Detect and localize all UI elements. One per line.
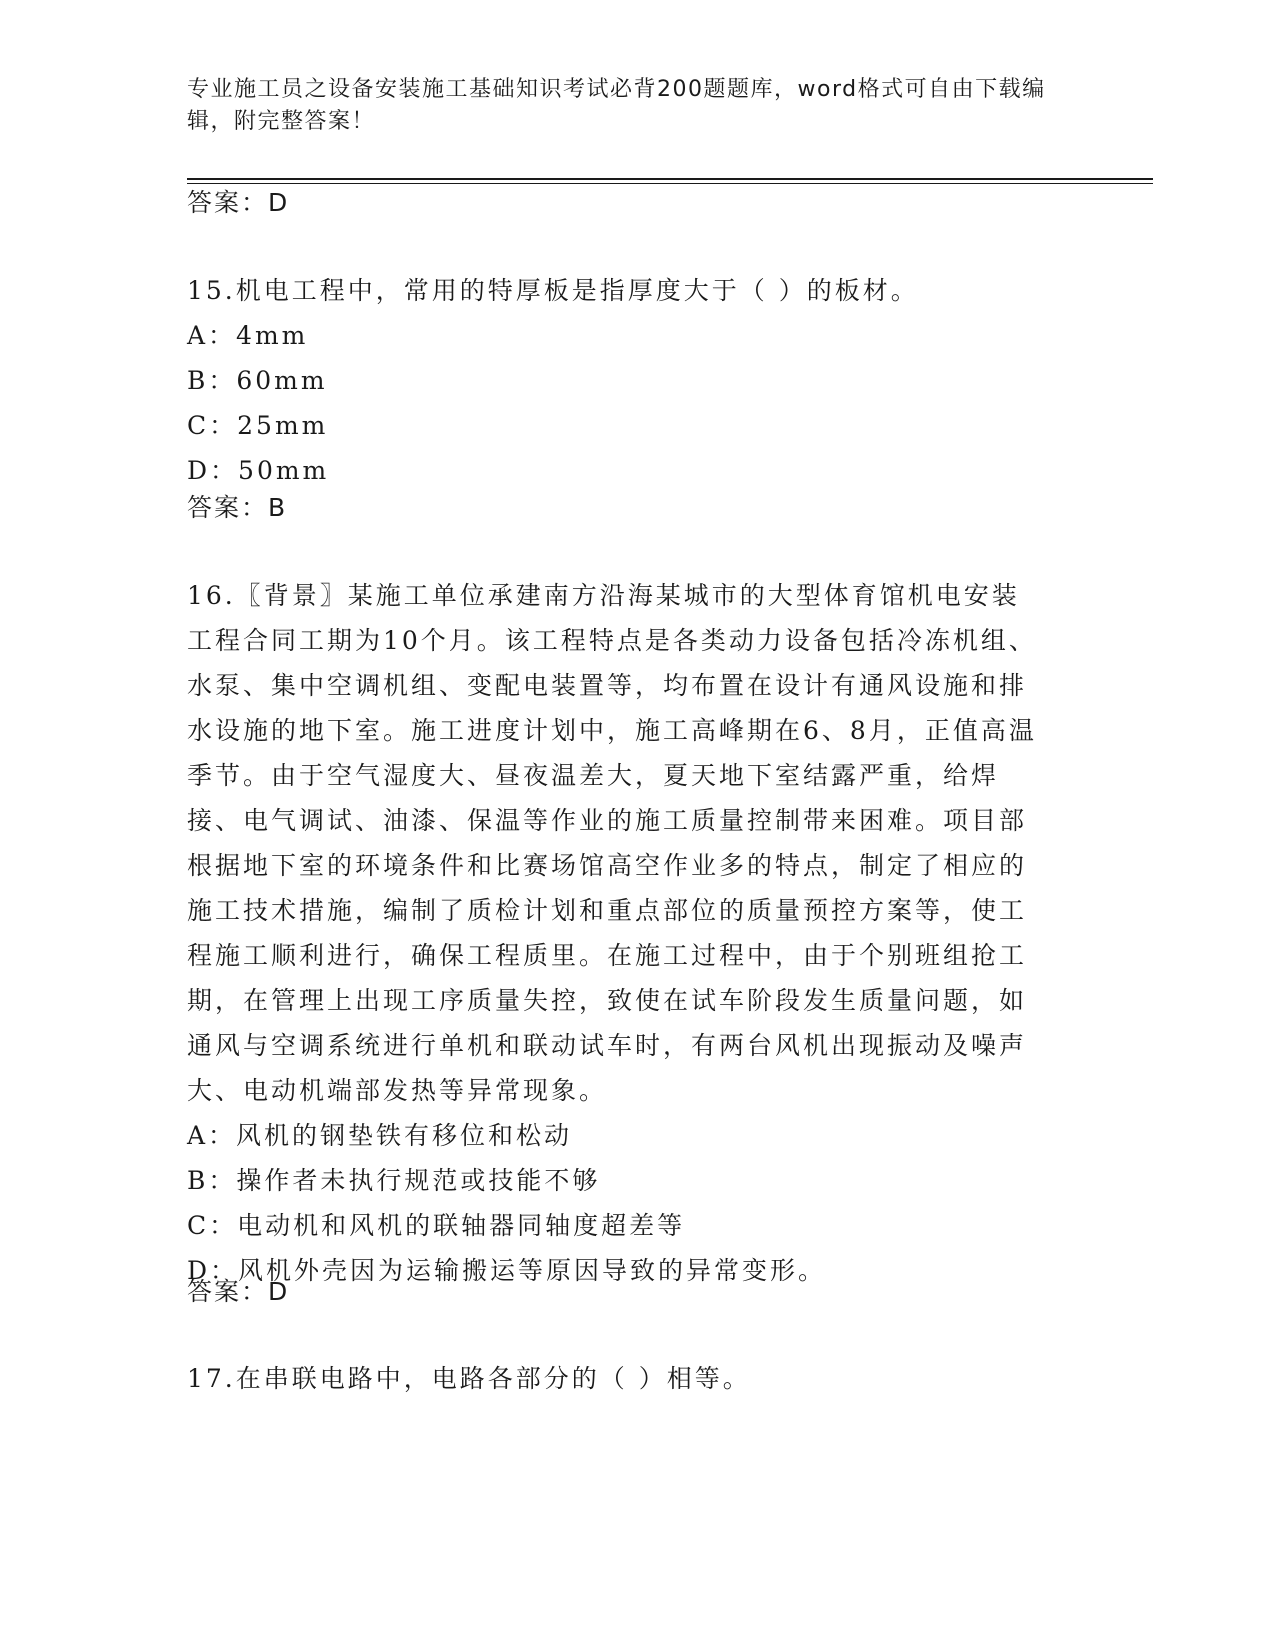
answer-line: 答案：D bbox=[187, 188, 290, 217]
answer-line: 答案：B bbox=[187, 493, 288, 522]
question-stem: 15.机电工程中，常用的特厚板是指厚度大于（ ）的板材。 bbox=[187, 276, 919, 305]
option-c: C：电动机和风机的联轴器同轴度超差等 bbox=[187, 1211, 686, 1240]
answer-line: 答案：D bbox=[187, 1277, 290, 1306]
question-stem: 17.在串联电路中，电路各部分的（ ）相等。 bbox=[187, 1364, 751, 1393]
answer-15 bbox=[187, 485, 1067, 530]
question-15 bbox=[187, 268, 1067, 493]
option-d: D：风机外壳因为运输搬运等原因导致的异常变形。 bbox=[187, 1256, 827, 1285]
option-c: C：25mm bbox=[187, 411, 329, 440]
option-a: A：风机的钢垫铁有移位和松动 bbox=[187, 1121, 573, 1150]
option-a: A：4mm bbox=[187, 321, 309, 350]
answer-16 bbox=[187, 1269, 1067, 1314]
question-17 bbox=[187, 1356, 1067, 1401]
question-16 bbox=[187, 573, 1047, 1293]
option-d: D：50mm bbox=[187, 456, 330, 485]
question-stem: 16.〖背景〗某施工单位承建南方沿海某城市的大型体育馆机电安装工程合同工期为10个月。该工程特点是各类动力设备包括冷冻机组、水泵、集中空调机组、变配电装置等，均布置在设计有通风设施和排水设施的地下室。施工进度计划中，施工高峰期在6、8月，正值高温季节。由于空气湿度大、昼夜温差大，夏天地下室结露严重，给焊接、电气调试、油漆、保温等作业的施工质量控制带来困难。项目部根据地下室的环境条件和比赛场馆高空作业多的特点，制定了相应的施工技术措施，编制了质检计划和重点部位的质量预控方案等，使工程施工顺利进行，确保工程质里。在施工过程中，由于个别班组抢工期，在管理上出现工序质量失控，致使在试车阶段发生质量问题，如通风与空调系统进行单机和联动试车时，有两台风机出现振动及噪声大、电动机端部发热等异常现象。 bbox=[187, 581, 1037, 1105]
option-b: B：操作者未执行规范或技能不够 bbox=[187, 1166, 601, 1195]
document-header: 专业施工员之设备安装施工基础知识考试必背200题题库，word格式可自由下载编辑，附完整答案！ bbox=[187, 77, 1046, 134]
option-b: B：60mm bbox=[187, 366, 328, 395]
answer-prev bbox=[187, 180, 1067, 225]
